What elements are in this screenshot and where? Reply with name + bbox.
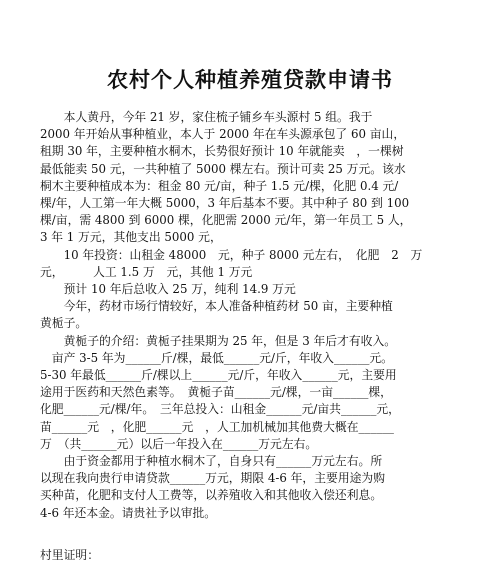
body-line: 2000 年开始从事种植业，本人于 2000 年在车头源承包了 60 亩山，: [40, 127, 406, 142]
body-line: 本人黄丹，今年 21 岁，家住梳子铺乡车头源村 5 组。我于: [40, 110, 373, 124]
body-line: 苗______元 ，化肥______元 ，人工加机械加其他费大概在______: [40, 419, 394, 434]
body-line: 棵/年，人工第一年大概 5000，3 年后基本不要。其中种子 80 到 100: [40, 196, 410, 210]
body-line: 5-30 年最低______斤/棵以上______元/斤，年收入______元，主要用: [40, 368, 397, 382]
body-line: 黄栀子。: [40, 316, 88, 331]
body-line: 买种苗，化肥和支付人工费等，以养殖收入和其他收入偿还利息。: [40, 488, 383, 503]
body-line: 黄栀子的介绍：黄栀子挂果期为 25 年，但是 3 年后才有收入。: [40, 333, 397, 348]
body-line: 最低能卖 50 元，一共种植了 5000 棵左右。预计可卖 25 万元。该水: [40, 161, 406, 176]
body-line: 10 年投资：山租金 48000 元，种子 8000 元左右， 化肥 2 万: [40, 247, 423, 262]
body-line: 万 （共______元）以后一年投入在______万元左右。: [40, 436, 318, 451]
body-line: 4-6 年还本金。请贵社予以审批。: [40, 505, 217, 520]
body-line: 化肥______元/棵/年。 三年总投入：山租金______元/亩共______元，: [40, 402, 400, 417]
body-line: 棵/亩，需 4800 到 6000 棵，化肥需 2000 元/年，第一年员工 5 人，: [40, 213, 412, 228]
document-title: 农村个人种植养殖贷款申请书: [107, 68, 393, 92]
body-line: 预计 10 年后总收入 25 万，纯利 14.9 万元: [40, 282, 296, 296]
body-line: 元， 人工 1.5 万 元，其他 1 万元: [40, 264, 253, 279]
body-line: 以现在我向贵行申请贷款______万元，期限 4-6 年，主要用途为购: [40, 471, 386, 486]
body-line: 途用于医药和天然色素等。 黄栀子苗______元/棵，一亩______棵，: [40, 385, 392, 400]
body-line: 亩产 3-5 年为______斤/棵，最低______元/斤，年收入______元。: [40, 350, 393, 365]
body-line: 桐木主要种植成本为：租金 80 元/亩，种子 1.5 元/棵，化肥 0.4 元/: [40, 178, 399, 193]
body-line: 租期 30 年，主要种植水桐木，长势很好预计 10 年就能卖 ，一棵树: [40, 144, 404, 159]
body-line: 今年，药材市场行情较好，本人准备种植药材 50 亩，主要种植: [40, 299, 393, 314]
body-line: 由于资金都用于种植水桐木了，自身只有______万元左右。所: [40, 454, 383, 468]
body-line: 3 年 1 万元，其他支出 5000 元，: [40, 230, 222, 245]
village-certification-label: 村里证明：: [40, 548, 99, 562]
